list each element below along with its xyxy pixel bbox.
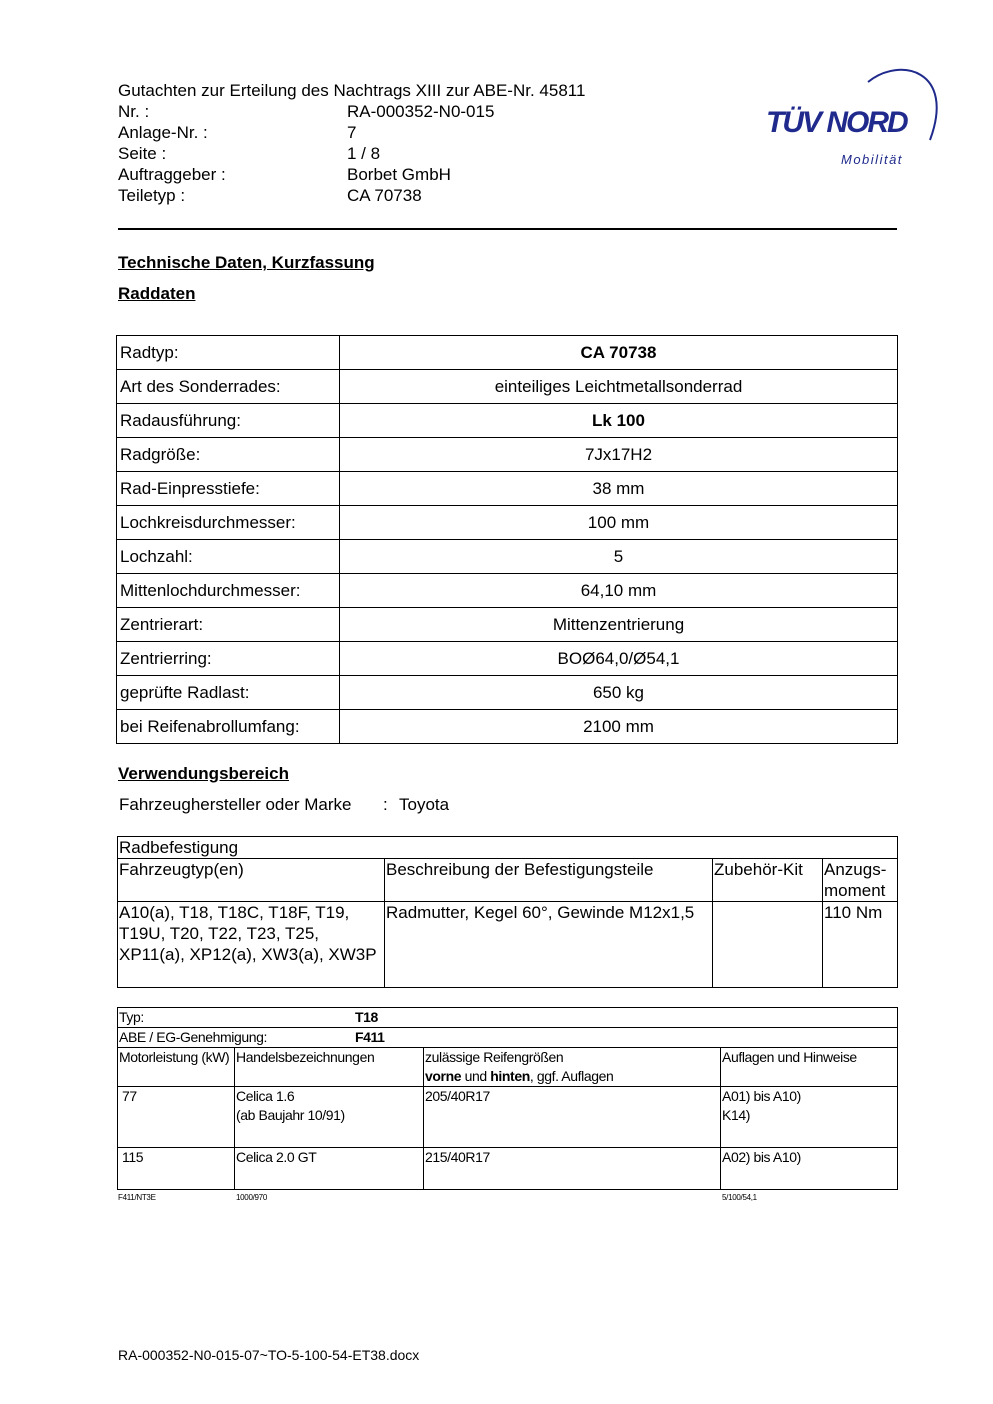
table-label: Art des Sonderrades:	[117, 370, 340, 404]
manufacturer-value: Toyota	[399, 795, 450, 814]
table-cell: 110 Nm	[823, 902, 898, 988]
header-value: 1 / 8	[347, 144, 381, 163]
table-cell	[713, 902, 823, 988]
column-header: Fahrzeugtyp(en)	[118, 859, 385, 902]
table-label: Lochzahl:	[117, 540, 340, 574]
header-value: CA 70738	[347, 186, 422, 205]
header-row-anlage	[118, 122, 585, 143]
table-row	[117, 336, 898, 370]
logo-brand: TÜV NORD	[766, 106, 907, 139]
header-row-seite	[118, 143, 585, 164]
column-header: Motorleistung (kW)	[118, 1048, 235, 1087]
table-row	[117, 642, 898, 676]
header-value: Borbet GmbH	[347, 165, 451, 184]
table-row	[118, 1087, 898, 1148]
footnote-code-c: 5/100/54,1	[722, 1193, 757, 1202]
header-divider	[118, 228, 897, 230]
table-cell-notes	[721, 1087, 898, 1148]
table-label: Zentrierring:	[117, 642, 340, 676]
header-row-auftraggeber	[118, 164, 585, 185]
header-label: Teiletyp :	[118, 186, 186, 205]
table-cell: Radmutter, Kegel 60°, Gewinde M12x1,5	[385, 902, 713, 988]
column-header: Handelsbezeichnungen	[235, 1048, 424, 1087]
table-row	[118, 1008, 898, 1028]
notes-line1: A01) bis A10)	[722, 1088, 801, 1104]
table-value: CA 70738	[340, 336, 898, 370]
table-value: 5	[340, 540, 898, 574]
header-row-teiletyp	[118, 185, 585, 206]
table-label: Lochkreisdurchmesser:	[117, 506, 340, 540]
table-row	[117, 438, 898, 472]
table-label: Radgröße:	[117, 438, 340, 472]
notes-line2: K14)	[722, 1107, 750, 1123]
table-label: Rad-Einpresstiefe:	[117, 472, 340, 506]
radbefestigung-table	[117, 836, 898, 988]
document-header	[118, 80, 585, 206]
table-cell-notes: A02) bis A10)	[721, 1148, 898, 1190]
typ-label: Typ:	[119, 1009, 144, 1025]
logo-subtitle: Mobilität	[841, 152, 903, 167]
table-value: 64,10 mm	[340, 574, 898, 608]
footer-filename: RA-000352-N0-015-07~TO-5-100-54-ET38.docx	[118, 1347, 420, 1363]
header-label: Seite :	[118, 144, 167, 163]
reifen-header-line2	[425, 1067, 719, 1086]
table-row	[117, 404, 898, 438]
abe-row	[118, 1028, 898, 1048]
table-cell-kw: 77	[118, 1087, 235, 1148]
header-label: Nr. :	[118, 102, 150, 121]
table-row	[117, 506, 898, 540]
table-cell-tire: 215/40R17	[424, 1148, 721, 1190]
table-header-row	[118, 1048, 898, 1087]
table-row	[118, 902, 898, 988]
tuev-nord-logo	[760, 58, 945, 173]
table-row	[117, 472, 898, 506]
table-row	[117, 574, 898, 608]
column-header-reifen	[424, 1048, 721, 1087]
table-value: BOØ64,0/Ø54,1	[340, 642, 898, 676]
header-label: Anlage-Nr. :	[118, 123, 208, 142]
table-row	[117, 608, 898, 642]
typ-table	[117, 1007, 898, 1190]
header-row-nr	[118, 101, 585, 122]
section-title-verwendungsbereich: Verwendungsbereich	[118, 764, 289, 783]
name-line1: Celica 1.6	[236, 1088, 295, 1104]
table-value: 650 kg	[340, 676, 898, 710]
table-header-row	[118, 859, 898, 902]
table-cell: A10(a), T18, T18C, T18F, T19, T19U, T20, T22, T23, T25, XP11(a), XP12(a), XW3(a), XW3P	[118, 902, 385, 988]
table-row	[117, 710, 898, 744]
column-header: Auflagen und Hinweise	[721, 1048, 898, 1087]
typ-value: T18	[355, 1009, 378, 1025]
raddaten-table	[116, 335, 898, 744]
table-row	[117, 676, 898, 710]
table-value: Mittenzentrierung	[340, 608, 898, 642]
header-label: Auftraggeber :	[118, 165, 226, 184]
table-value: 2100 mm	[340, 710, 898, 744]
table-row	[117, 540, 898, 574]
radbefestigung-title: Radbefestigung	[118, 837, 898, 859]
table-value: 100 mm	[340, 506, 898, 540]
manufacturer-label: Fahrzeughersteller oder Marke	[119, 795, 352, 814]
section-title-technische-daten: Technische Daten, Kurzfassung	[118, 253, 375, 272]
table-label: bei Reifenabrollumfang:	[117, 710, 340, 744]
table-label: Zentrierart:	[117, 608, 340, 642]
abe-value: F411	[355, 1029, 385, 1045]
table-value: 7Jx17H2	[340, 438, 898, 472]
table-value: Lk 100	[340, 404, 898, 438]
table-label: Radtyp:	[117, 336, 340, 370]
footnote-code-b: 1000/970	[236, 1193, 267, 1202]
table-row	[117, 370, 898, 404]
reifen-rest: , ggf. Auflagen	[529, 1068, 614, 1084]
document-title: Gutachten zur Erteilung des Nachtrags XIII zur ABE-Nr. 45811	[118, 81, 586, 100]
table-cell-name	[235, 1087, 424, 1148]
reifen-header-line1: zulässige Reifengrößen	[425, 1049, 564, 1065]
manufacturer-separator: :	[383, 795, 388, 814]
typ-row	[118, 1008, 898, 1028]
table-cell-kw: 115	[118, 1148, 235, 1190]
column-header: Beschreibung der Befestigungsteile	[385, 859, 713, 902]
table-cell-tire: 205/40R17	[424, 1087, 721, 1148]
reifen-hinten: hinten	[490, 1068, 530, 1084]
reifen-und: und	[461, 1068, 491, 1084]
header-value: RA-000352-N0-015	[347, 102, 495, 121]
table-value: 38 mm	[340, 472, 898, 506]
table-label: Radausführung:	[117, 404, 340, 438]
table-label: Mittenlochdurchmesser:	[117, 574, 340, 608]
table-label: geprüfte Radlast:	[117, 676, 340, 710]
column-header: Zubehör-Kit	[713, 859, 823, 902]
manufacturer-line	[119, 795, 449, 815]
footnote-code-a: F411/NT3E	[118, 1193, 156, 1202]
abe-label: ABE / EG-Genehmigung:	[119, 1029, 268, 1045]
header-value: 7	[347, 123, 357, 142]
name-line2: (ab Baujahr 10/91)	[236, 1107, 345, 1123]
table-value: einteiliges Leichtmetallsonderrad	[340, 370, 898, 404]
table-row	[118, 1148, 898, 1190]
section-title-raddaten: Raddaten	[118, 284, 196, 303]
table-cell-name: Celica 2.0 GT	[235, 1148, 424, 1190]
column-header: Anzugs-moment	[823, 859, 898, 902]
table-row	[118, 837, 898, 859]
table-row	[118, 1028, 898, 1048]
reifen-vorne: vorne	[425, 1068, 462, 1084]
